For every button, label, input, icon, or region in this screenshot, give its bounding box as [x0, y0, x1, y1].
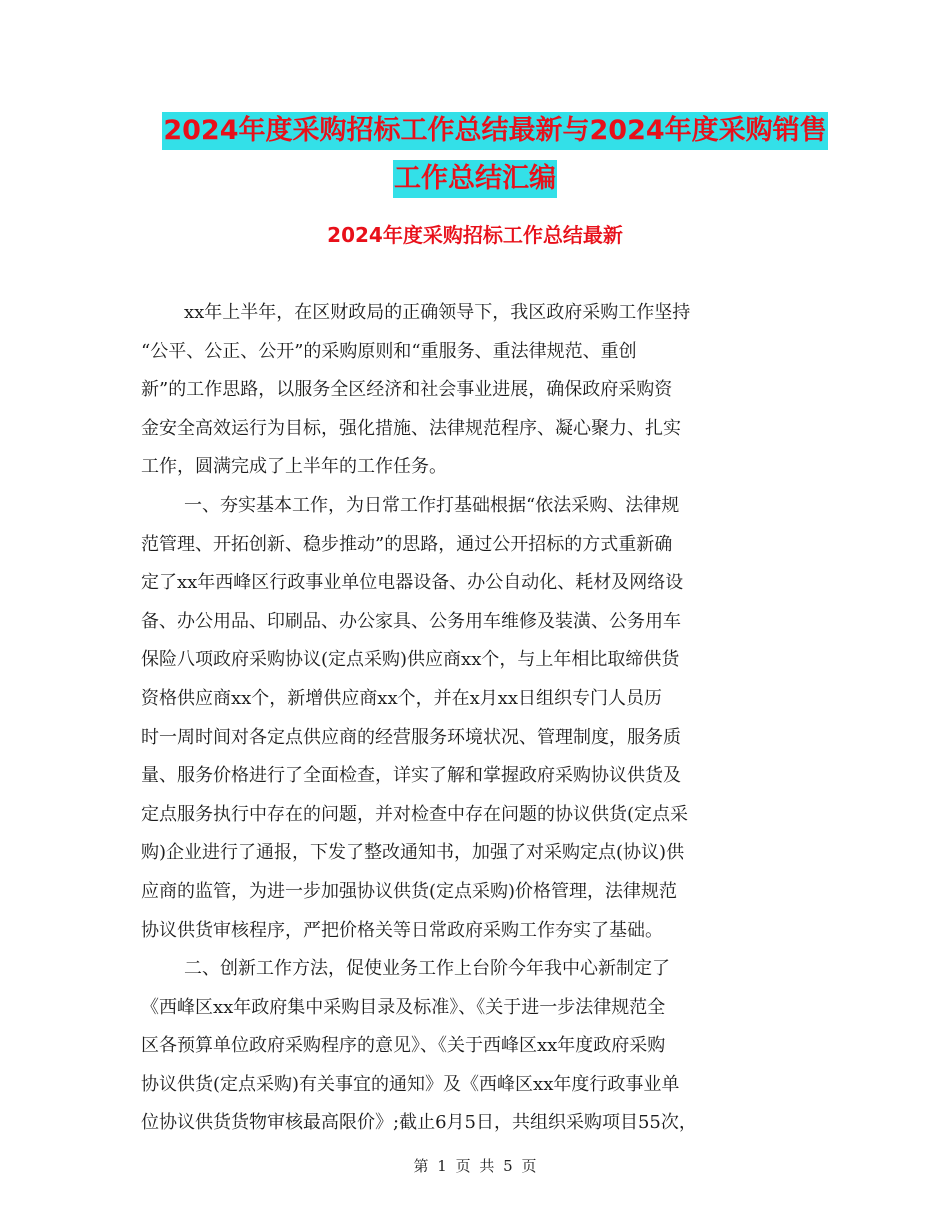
- paragraph-line: 协议供货审核程序，严把价格关等日常政府采购工作夯实了基础。: [141, 919, 663, 941]
- paragraph-line: 量、服务价格进行了全面检查，详实了解和掌握政府采购协议供货及: [141, 765, 681, 787]
- paragraph-line: 应商的监管，为进一步加强协议供货(定点采购)价格管理，法律规范: [141, 880, 678, 902]
- paragraph-line: 定点服务执行中存在的问题，并对检查中存在问题的协议供货(定点采: [141, 803, 689, 825]
- body-text: [141, 294, 809, 1143]
- paragraph-line: 新”的工作思路，以服务全区经济和社会事业进展，确保政府采购资: [141, 379, 673, 401]
- paragraph-line: 备、办公用品、印刷品、办公家具、公务用车维修及装潢、公务用车: [141, 610, 681, 632]
- paragraph-line: 工作，圆满完成了上半年的工作任务。: [141, 456, 447, 478]
- paragraph-line: 保险八项政府采购协议(定点采购)供应商xx个，与上年相比取缔供货: [141, 649, 680, 671]
- title-row-1: [0, 110, 950, 158]
- paragraph-line: 金安全高效运行为目标，强化措施、法律规范程序、凝心聚力、扎实: [141, 417, 681, 439]
- section-heading: 2024年度采购招标工作总结最新: [327, 223, 623, 247]
- paragraph-line: 《西峰区xx年政府集中采购目录及标准》、《关于进一步法律规范全: [141, 996, 666, 1018]
- paragraph-line: 协议供货(定点采购)有关事宜的通知》及《西峰区xx年度行政事业单: [141, 1073, 680, 1095]
- page-number-footer: 第 1 页 共 5 页: [413, 1157, 537, 1175]
- paragraph-line: 时一周时间对各定点供应商的经营服务环境状况、管理制度，服务质: [141, 726, 681, 748]
- paragraph-line: 二、创新工作方法，促使业务工作上台阶今年我中心新制定了: [184, 958, 670, 980]
- paragraph-line: xx年上半年，在区财政局的正确领导下，我区政府采购工作坚持: [184, 302, 691, 323]
- paragraph-line: “公平、公正、公开”的采购原则和“重服务、重法律规范、重创: [141, 340, 637, 362]
- document-title: [0, 110, 950, 206]
- title-line-1: 2024年度采购招标工作总结最新与2024年度采购销售: [162, 112, 827, 150]
- paragraph-line: 资格供应商xx个，新增供应商xx个，并在x月xx日组织专门人员历: [141, 687, 663, 709]
- paragraph-line: 定了xx年西峰区行政事业单位电器设备、办公自动化、耗材及网络设: [141, 572, 684, 594]
- title-line-2: 工作总结汇编: [393, 160, 557, 198]
- paragraph-line: 位协议供货货物审核最高限价》;截止6月5日，共组织采购项目55次，: [141, 1112, 697, 1134]
- paragraph-line: 范管理、开拓创新、稳步推动”的思路，通过公开招标的方式重新确: [141, 533, 673, 555]
- paragraph-line: 区各预算单位政府采购程序的意见》、《关于西峰区xx年度政府采购: [141, 1035, 666, 1057]
- paragraph-line: 购)企业进行了通报，下发了整改通知书，加强了对采购定点(协议)供: [141, 842, 685, 864]
- paragraph-line: 一、夯实基本工作，为日常工作打基础根据“依法采购、法律规: [184, 494, 680, 516]
- title-row-2: [0, 158, 950, 206]
